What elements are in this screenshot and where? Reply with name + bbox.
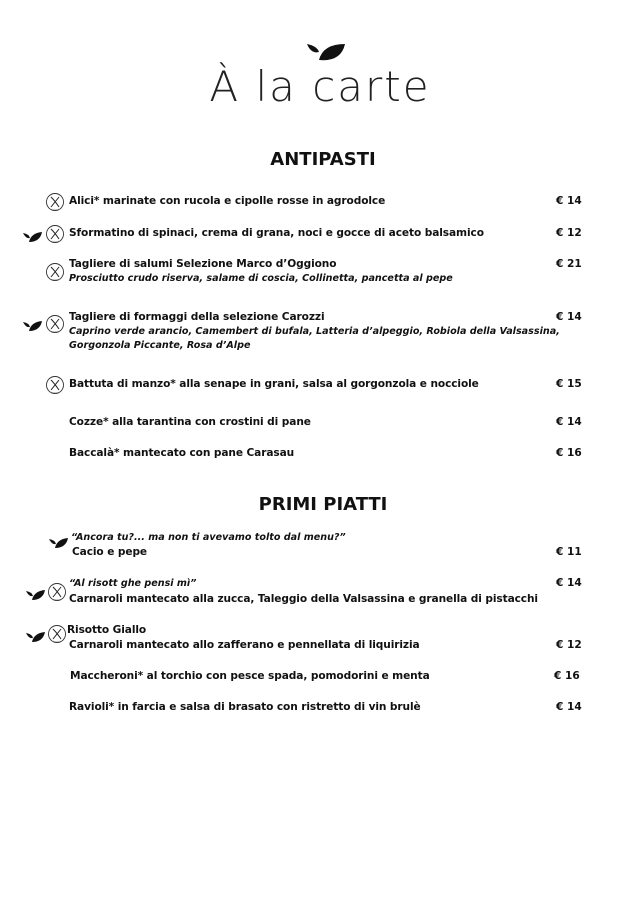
item-name: Sformatino di spinaci, crema di grana, noci e gocce di aceto balsamico	[69, 227, 484, 239]
item-subtitle: “Al risott ghe pensi mì”	[69, 578, 197, 589]
item-price: € 12	[556, 227, 582, 239]
item-name: Battuta di manzo* alla senape in grani, salsa al gorgonzola e nocciole	[69, 378, 479, 390]
item-description: Gorgonzola Piccante, Rosa d’Alpe	[69, 340, 251, 351]
gluten-free-icon	[47, 582, 67, 606]
gluten-free-icon	[45, 375, 65, 399]
section-heading-primi-piatti: PRIMI PIATTI	[258, 494, 388, 515]
section-heading-antipasti: ANTIPASTI	[270, 149, 376, 170]
item-name: Tagliere di salumi Selezione Marco d’Oggiono	[69, 258, 337, 270]
item-price: € 14	[556, 311, 582, 323]
item-name: Alici* marinate con rucola e cipolle rosse in agrodolce	[69, 195, 386, 207]
item-price: € 15	[556, 378, 582, 390]
item-name: Carnaroli mantecato allo zafferano e pennellata di liquirizia	[69, 639, 420, 651]
item-price: € 14	[556, 701, 582, 713]
item-price: € 21	[556, 258, 582, 270]
item-price: € 14	[556, 416, 582, 428]
item-price: € 14	[556, 577, 582, 589]
gluten-free-icon	[45, 192, 65, 216]
item-name: Cozze* alla tarantina con crostini di pane	[69, 416, 311, 428]
item-price: € 16	[554, 670, 580, 682]
item-description: Prosciutto crudo riserva, salame di coscia, Collinetta, pancetta al pepe	[69, 273, 453, 284]
item-price: € 12	[556, 639, 582, 651]
vegetarian-leaf-icon	[49, 534, 69, 553]
item-price: € 14	[556, 195, 582, 207]
vegetarian-leaf-icon	[23, 317, 43, 336]
vegetarian-leaf-icon	[23, 228, 43, 247]
logo-title: À la carte	[209, 62, 431, 111]
item-price: € 16	[556, 447, 582, 459]
gluten-free-icon	[47, 624, 67, 648]
item-subtitle: Risotto Giallo	[67, 624, 147, 636]
item-name: Carnaroli mantecato alla zucca, Taleggio della Valsassina e granella di pistacchi	[69, 593, 538, 605]
vegetarian-leaf-icon	[26, 586, 46, 605]
gluten-free-icon	[45, 262, 65, 286]
logo-leaf-icon	[305, 40, 347, 64]
item-name: Baccalà* mantecato con pane Carasau	[69, 447, 295, 459]
item-description: Caprino verde arancio, Camembert di bufala, Latteria d’alpeggio, Robiola della Valsassina,	[69, 326, 560, 337]
gluten-free-icon	[45, 224, 65, 248]
gluten-free-icon	[45, 314, 65, 338]
item-name: Ravioli* in farcia e salsa di brasato con ristretto di vin brulè	[69, 701, 421, 713]
item-name: Tagliere di formaggi della selezione Carozzi	[69, 311, 325, 323]
vegetarian-leaf-icon	[26, 628, 46, 647]
item-name: Maccheroni* al torchio con pesce spada, pomodorini e menta	[70, 670, 430, 682]
item-name: Cacio e pepe	[72, 546, 148, 558]
item-subtitle: “Ancora tu?... ma non ti avevamo tolto dal menu?”	[71, 532, 346, 543]
item-price: € 11	[556, 546, 582, 558]
